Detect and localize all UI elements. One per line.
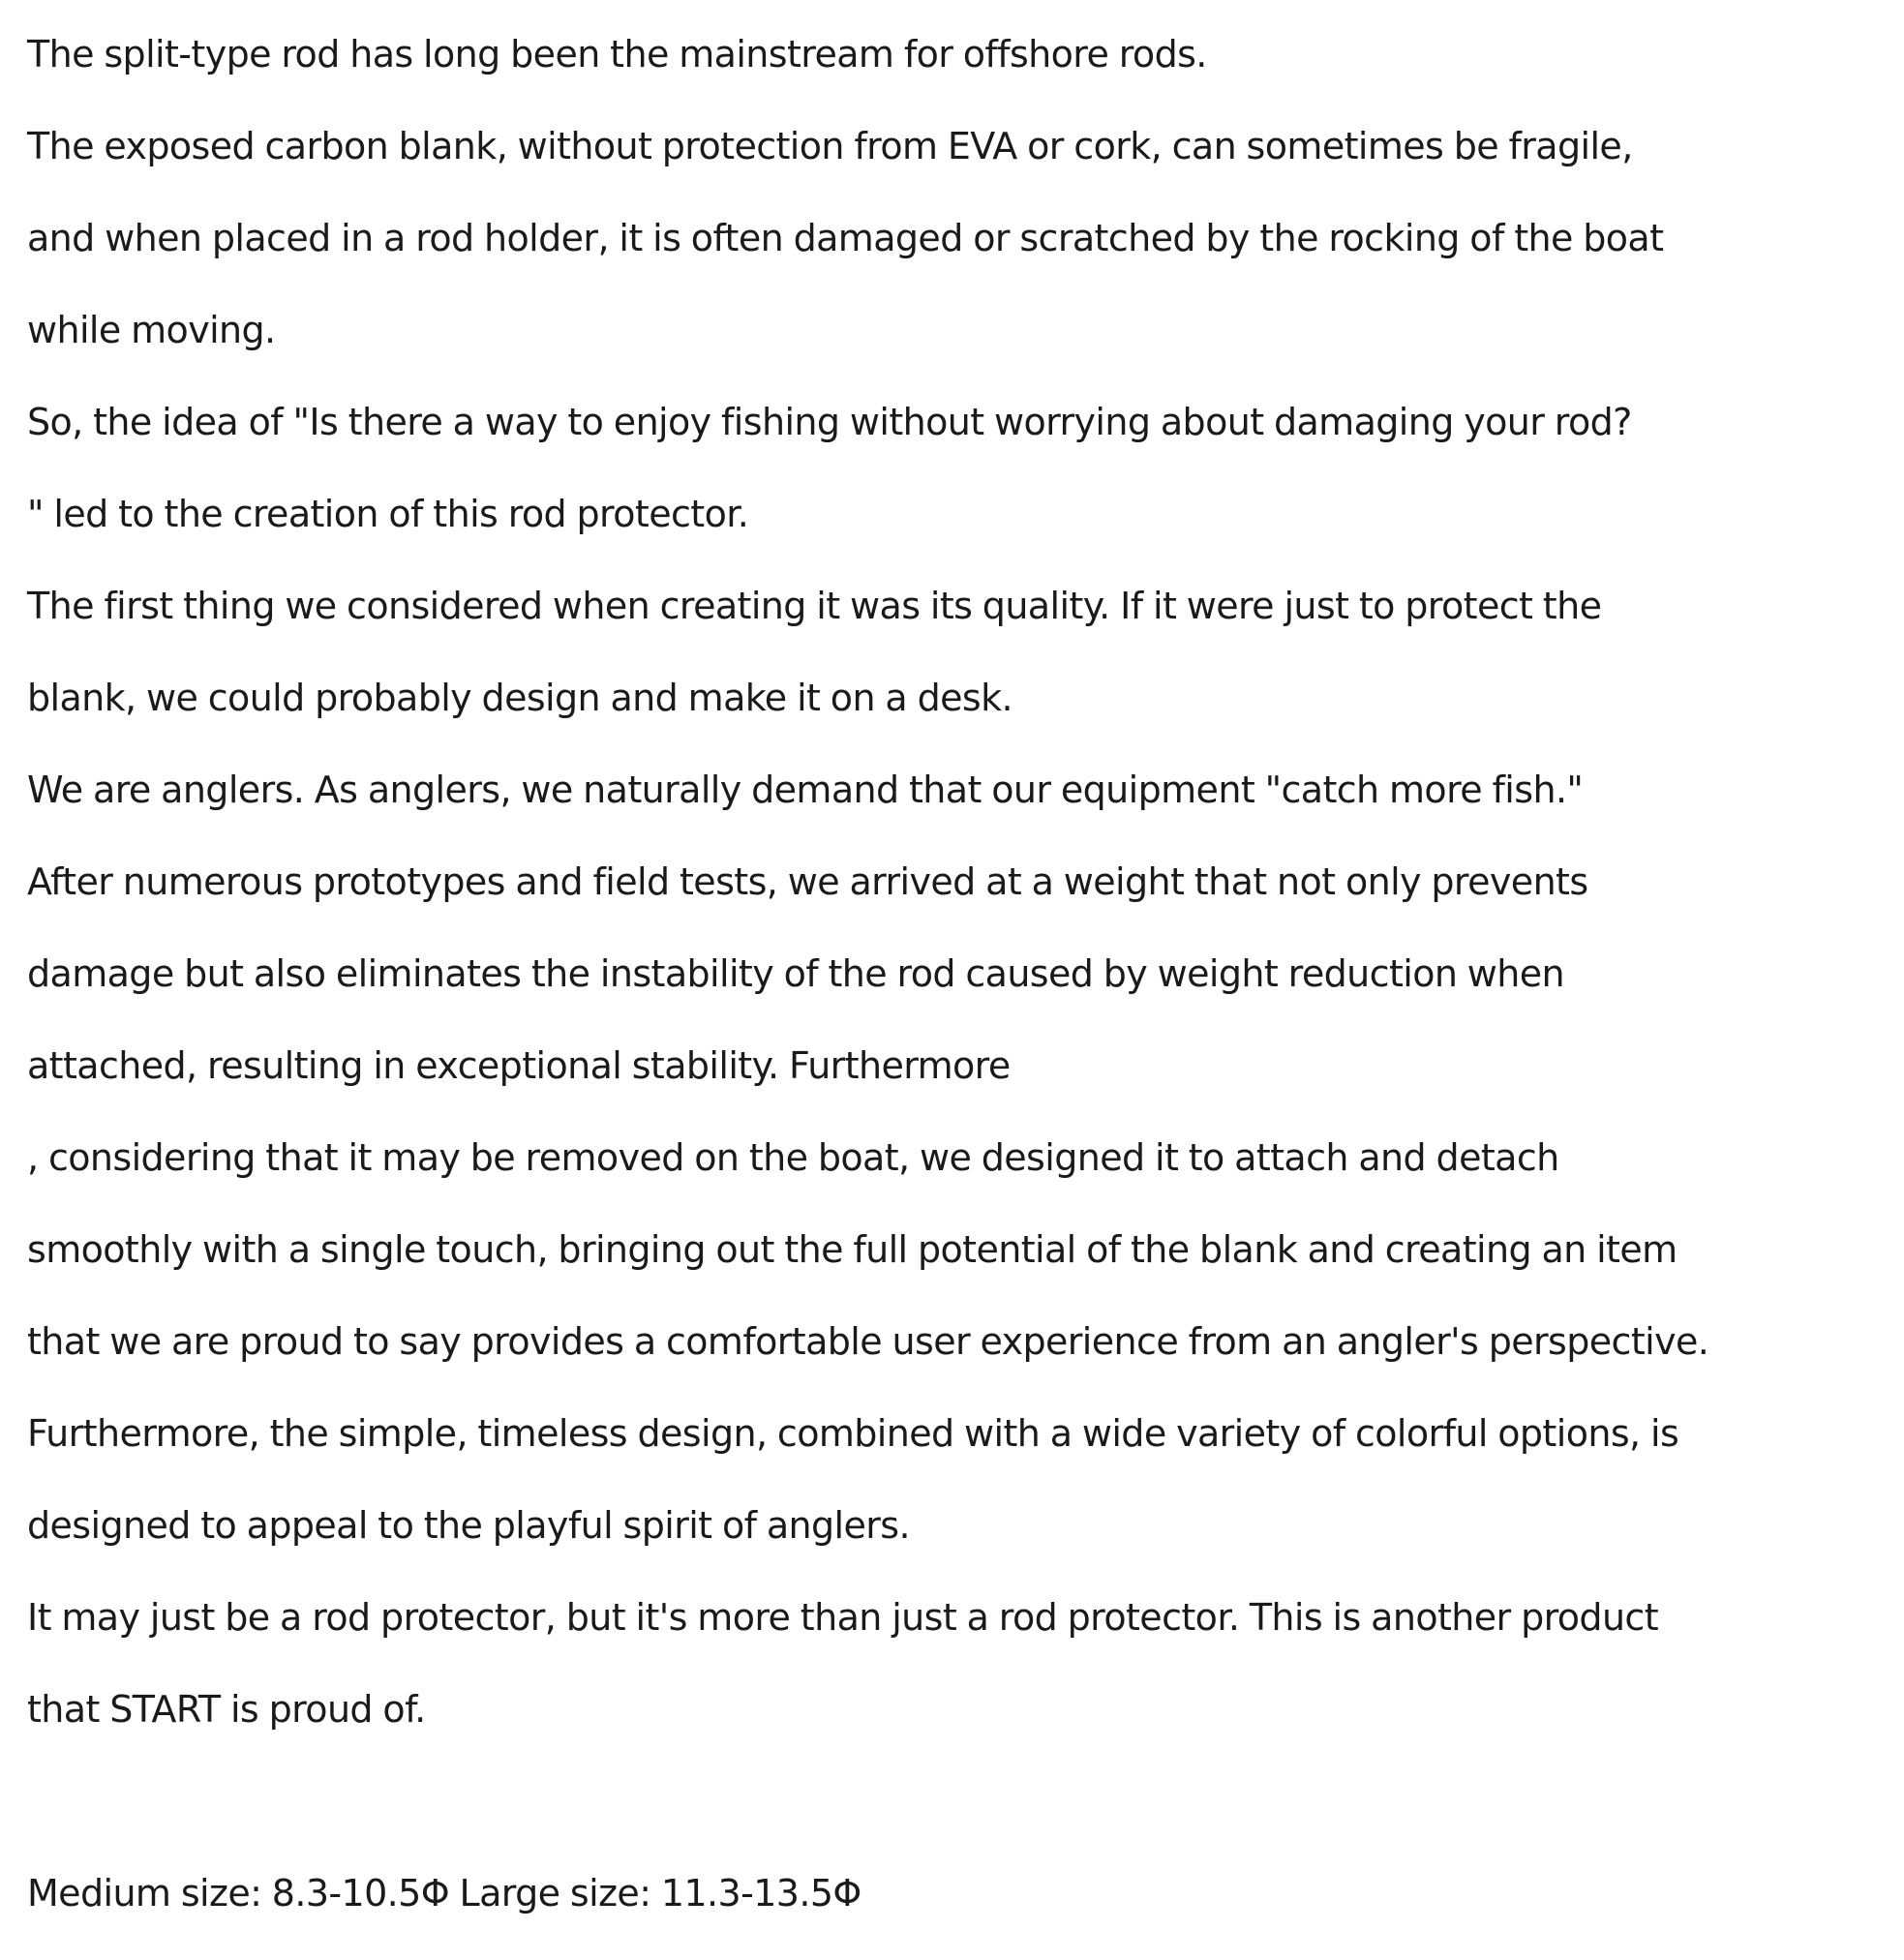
text-line: while moving.	[27, 309, 276, 351]
text-line: The exposed carbon blank, without protection from EVA or cork, can sometimes be fragile,	[27, 125, 1633, 167]
text-line: So, the idea of "Is there a way to enjoy fishing without worrying about damaging your rod?	[27, 401, 1632, 443]
text-line: The split-type rod has long been the mainstream for offshore rods.	[27, 33, 1207, 75]
text-line: " led to the creation of this rod protector.	[27, 493, 749, 535]
text-line: attached, resulting in exceptional stability. Furthermore	[27, 1044, 1011, 1087]
text-line: that START is proud of.	[27, 1688, 426, 1731]
text-line: Furthermore, the simple, timeless design, combined with a wide variety of colorful options, is	[27, 1412, 1679, 1455]
text-line: damage but also eliminates the instability of the rod caused by weight reduction when	[27, 952, 1565, 995]
text-line: It may just be a rod protector, but it's more than just a rod protector. This is another product	[27, 1596, 1659, 1639]
text-line: smoothly with a single touch, bringing out the full potential of the blank and creating an item	[27, 1228, 1677, 1271]
text-line: and when placed in a rod holder, it is often damaged or scratched by the rocking of the boat	[27, 217, 1664, 259]
product-description	[27, 29, 1886, 1960]
text-line: designed to appeal to the playful spirit of anglers.	[27, 1504, 910, 1547]
size-spec: Medium size: 8.3-10.5Φ Large size: 11.3-13.5Φ	[27, 1872, 861, 1915]
text-line: blank, we could probably design and make it on a desk.	[27, 677, 1012, 719]
text-line: After numerous prototypes and field tests, we arrived at a weight that not only prevents	[27, 860, 1588, 903]
text-line: We are anglers. As anglers, we naturally demand that our equipment "catch more fish."	[27, 769, 1584, 811]
blank-line	[27, 1776, 1886, 1868]
text-line: , considering that it may be removed on the boat, we designed it to attach and detach	[27, 1136, 1559, 1179]
text-line: that we are proud to say provides a comfortable user experience from an angler's perspective.	[27, 1320, 1709, 1363]
text-line: The first thing we considered when creating it was its quality. If it were just to protect the	[27, 585, 1602, 627]
